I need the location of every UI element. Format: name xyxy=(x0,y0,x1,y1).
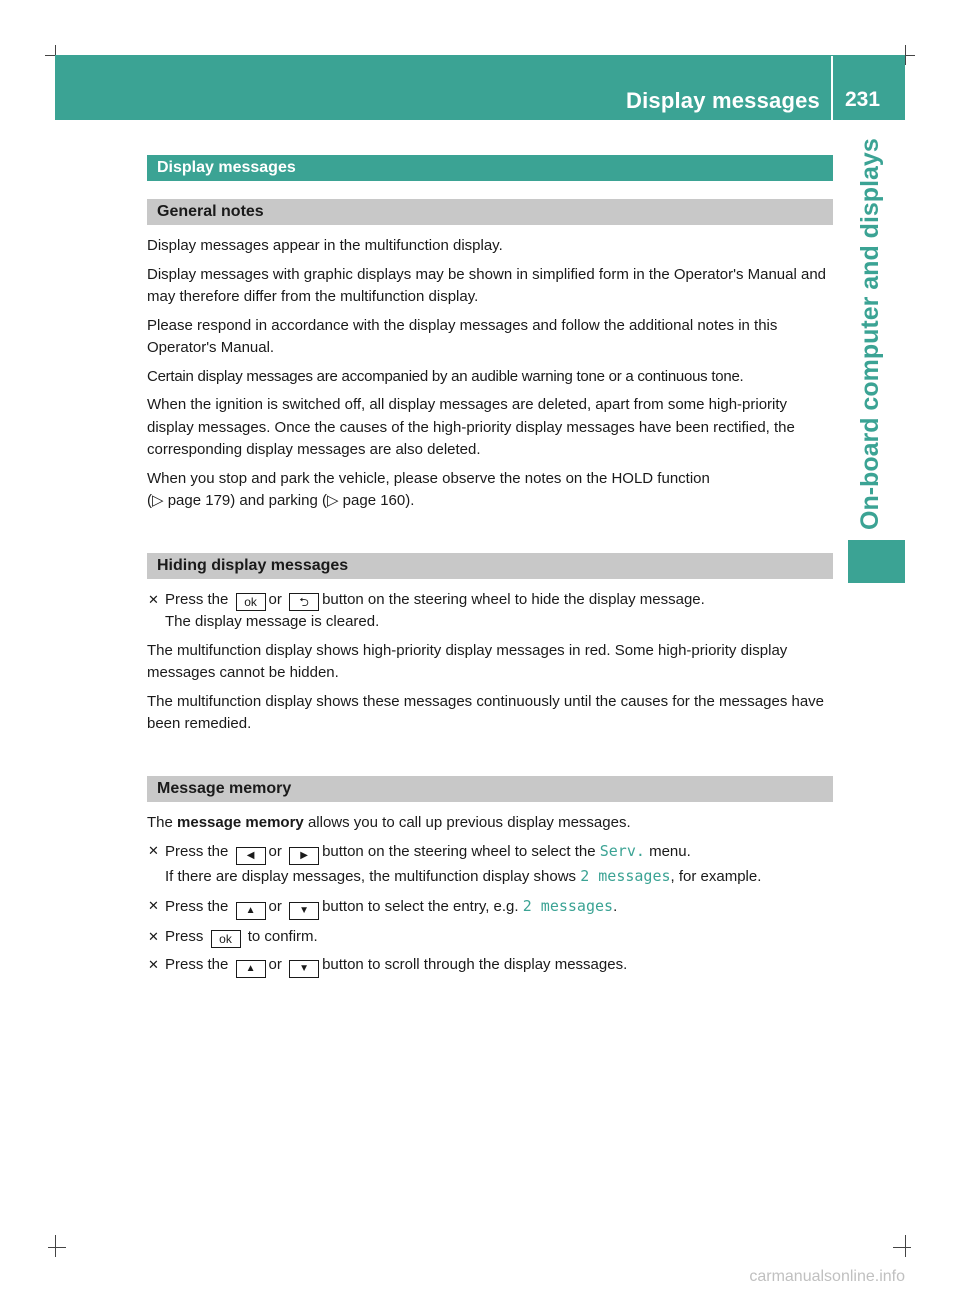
step-text: Press the xyxy=(165,590,229,608)
memory-heading: Message memory xyxy=(147,776,833,802)
serv-menu-label: Serv. xyxy=(599,842,645,860)
general-p6-line1: When you stop and park the vehicle, please observe the notes on the HOLD function xyxy=(147,469,710,487)
step-text: or xyxy=(268,590,282,608)
watermark: carmanualsonline.info xyxy=(749,1268,905,1285)
general-p2: Display messages with graphic displays may be shown in simplified form in the Operator's Manual and may therefore differ from the multifunction display. xyxy=(147,265,827,305)
general-p6-line2: (▷ page 179) and parking (▷ page 160). xyxy=(147,492,415,509)
general-p3: Please respond in accordance with the display messages and follow the additional notes in this Operator's Manual. xyxy=(147,316,778,356)
memory-step-2 xyxy=(147,895,833,920)
step-text: button on the steering wheel to hide the display message. xyxy=(322,590,705,608)
messages-display-label: 2 messages xyxy=(522,896,614,915)
section-title: Display messages xyxy=(147,155,833,181)
crop-mark xyxy=(55,1235,56,1257)
step-text: or xyxy=(268,956,282,973)
right-arrow-button-icon: ▶ xyxy=(289,847,319,865)
hiding-heading: Hiding display messages xyxy=(147,553,833,579)
memory-step-1 xyxy=(147,840,833,889)
crop-mark xyxy=(48,1247,66,1248)
step-text: or xyxy=(268,897,282,915)
step-text: button to scroll through the display messages. xyxy=(322,956,628,973)
down-arrow-button-icon: ▼ xyxy=(289,902,319,920)
intro-text: allows you to call up previous display messages. xyxy=(307,813,631,831)
intro-term: message memory xyxy=(177,813,304,831)
spacer xyxy=(147,736,833,776)
crop-mark xyxy=(893,1247,911,1248)
header-title: Display messages xyxy=(626,88,820,113)
hiding-p1: The multifunction display shows high-priority display messages in red. Some high-priority display messages cannot be hidden. xyxy=(147,641,788,681)
step-text: button to select the entry, e.g. xyxy=(322,897,519,915)
intro-text: The xyxy=(147,813,173,831)
ok-button-icon: ok xyxy=(211,930,241,948)
memory-step-3 xyxy=(147,926,833,949)
header-divider xyxy=(831,56,833,120)
general-notes-heading: General notes xyxy=(147,199,833,225)
step-text: or xyxy=(268,843,282,860)
general-p6 xyxy=(147,468,833,513)
step-text: menu. xyxy=(649,843,691,860)
step-result: , for example. xyxy=(670,868,762,885)
step-marker-icon: ✕ xyxy=(148,843,159,858)
spacer xyxy=(147,513,833,553)
step-marker-icon: ✕ xyxy=(148,957,159,972)
step-marker-icon: ✕ xyxy=(148,897,159,913)
up-arrow-button-icon: ▲ xyxy=(236,902,266,920)
side-tab-label: On-board computer and displays xyxy=(856,138,884,530)
memory-intro xyxy=(147,812,833,835)
step-marker-icon: ✕ xyxy=(148,591,159,607)
step-result: The display message is cleared. xyxy=(165,613,380,630)
page-number: 231 xyxy=(845,88,881,111)
left-arrow-button-icon: ◀ xyxy=(236,847,266,865)
step-result: If there are display messages, the multifunction display shows xyxy=(165,868,577,885)
hiding-p2: The multifunction display shows these messages continuously until the causes for the messages have been remedied. xyxy=(147,692,825,732)
step-marker-icon: ✕ xyxy=(148,928,159,944)
step-text: Press xyxy=(165,927,204,945)
general-p5: When the ignition is switched off, all display messages are deleted, apart from some high-priority display messages. Once the causes of the high-priority display messages have been rectified, the corresponding display messages are also deleted. xyxy=(147,396,795,458)
side-tab-marker xyxy=(848,540,905,583)
step-text: button on the steering wheel to select the xyxy=(322,843,596,860)
step-text: . xyxy=(613,897,618,915)
down-arrow-button-icon: ▼ xyxy=(289,960,319,978)
general-p4: Certain display messages are accompanied by an audible warning tone or a continuous tone. xyxy=(147,367,744,385)
page-content xyxy=(147,155,833,984)
step-text: Press the xyxy=(165,956,229,973)
general-p1: Display messages appear in the multifunction display. xyxy=(147,237,503,254)
step-text: Press the xyxy=(165,897,229,915)
ok-button-icon: ok xyxy=(236,593,266,611)
step-text: to confirm. xyxy=(247,927,318,945)
memory-step-4 xyxy=(147,954,833,978)
messages-display-label: 2 messages xyxy=(580,867,671,885)
step-text: Press the xyxy=(165,843,229,860)
hiding-step-1 xyxy=(147,589,833,634)
back-button-icon: ⮌ xyxy=(289,593,319,611)
crop-mark xyxy=(905,1235,906,1257)
up-arrow-button-icon: ▲ xyxy=(236,960,266,978)
